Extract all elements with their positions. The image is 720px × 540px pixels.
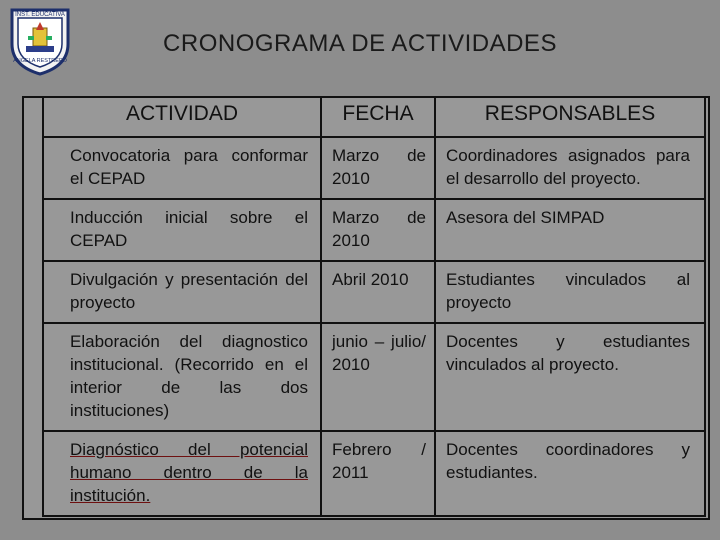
table-row bbox=[43, 431, 705, 516]
table-row bbox=[43, 137, 705, 199]
cell-responsables: Asesora del SIMPAD bbox=[435, 199, 705, 261]
cell-fecha: Marzo de 2010 bbox=[321, 137, 435, 199]
cell-responsables: Docentes y estudiantes vinculados al proyecto. bbox=[435, 323, 705, 431]
table-row bbox=[43, 323, 705, 431]
cell-fecha: Febrero / 2011 bbox=[321, 431, 435, 516]
logo-text-bottom: ANGELA RESTREPO bbox=[13, 58, 67, 64]
table-row bbox=[43, 199, 705, 261]
cell-actividad: Elaboración del diagnostico institucional. (Recorrido en el interior de las dos instituciones) bbox=[43, 323, 321, 431]
column-header-responsables: RESPONSABLES bbox=[435, 98, 705, 137]
cell-fecha: junio – julio/ 2010 bbox=[321, 323, 435, 431]
cell-actividad: Diagnóstico del potencial humano dentro de la institución. bbox=[43, 431, 321, 516]
cell-actividad: Divulgación y presentación del proyecto bbox=[43, 261, 321, 323]
cell-responsables: Estudiantes vinculados al proyecto bbox=[435, 261, 705, 323]
logo-text-top: INST. EDUCATIVA bbox=[15, 12, 65, 18]
cell-responsables: Coordinadores asignados para el desarrollo del proyecto. bbox=[435, 137, 705, 199]
column-header-actividad: ACTIVIDAD bbox=[43, 98, 321, 137]
table-header-row bbox=[43, 98, 705, 137]
cell-actividad: Convocatoria para conformar el CEPAD bbox=[43, 137, 321, 199]
column-header-fecha: FECHA bbox=[321, 98, 435, 137]
cell-fecha: Abril 2010 bbox=[321, 261, 435, 323]
activities-table bbox=[42, 98, 706, 517]
page-title: CRONOGRAMA DE ACTIVIDADES bbox=[163, 30, 557, 57]
cell-actividad: Inducción inicial sobre el CEPAD bbox=[43, 199, 321, 261]
cell-responsables: Docentes coordinadores y estudiantes. bbox=[435, 431, 705, 516]
table-row bbox=[43, 261, 705, 323]
cell-fecha: Marzo de 2010 bbox=[321, 199, 435, 261]
